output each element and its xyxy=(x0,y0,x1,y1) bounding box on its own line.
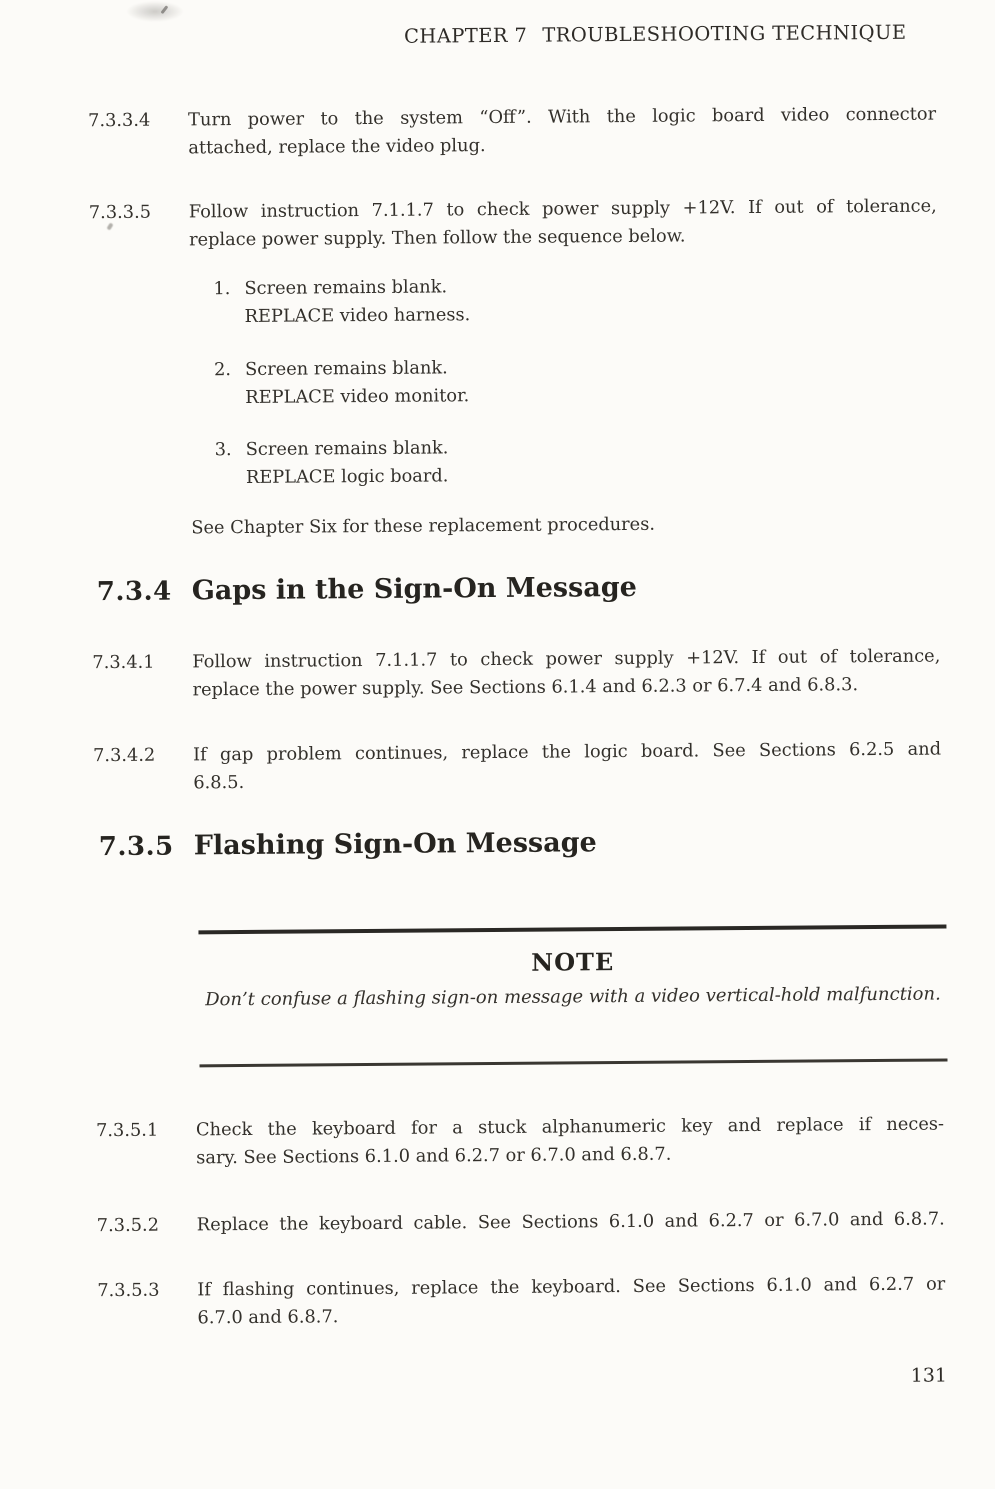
section-number: 7.3.4.1 xyxy=(92,651,155,674)
list-item-text: Screen remains blank. REPLACE logic board. xyxy=(245,437,449,488)
note-rule-top xyxy=(198,924,946,933)
list-item-3 xyxy=(215,434,449,492)
heading-title: Flashing Sign-On Message xyxy=(193,827,597,862)
list-item-text: Screen remains blank. REPLACE video monitor. xyxy=(244,357,470,408)
note-title: NOTE xyxy=(531,947,615,977)
section-text: Follow instruction 7.1.1.7 to check power supply +12V. If out of tolerance, replace power supply. Then follow the sequence below. xyxy=(188,195,937,251)
list-item-1 xyxy=(213,273,470,331)
heading-title: Gaps in the Sign-On Message xyxy=(191,571,637,607)
list-item-text: Screen remains blank. REPLACE video harness. xyxy=(244,276,471,327)
section-number: 7.3.3.5 xyxy=(88,201,152,224)
section-text: Check the keyboard for a stuck alphanumeric key and replace if neces- sary. See Sections 6.1.0 and 6.2.7 or 6.7.0 and 6.8.7. xyxy=(195,1113,945,1169)
section-text: Follow instruction 7.1.1.7 to check power supply +12V. If out of tolerance, replace the power supply. See Sections 6.1.4 and 6.2.3 or 6.7.4 and 6.8.3. xyxy=(192,645,941,701)
section-number: 7.3.5.1 xyxy=(95,1119,159,1142)
note-rule-bottom xyxy=(200,1058,948,1066)
chapter-title: TROUBLESHOOTING TECHNIQUE xyxy=(542,20,907,47)
section-number: 7.3.5.2 xyxy=(96,1214,160,1237)
heading-7-3-4 xyxy=(97,571,637,609)
section-7-3-3-4 xyxy=(88,101,936,164)
section-7-3-5-2 xyxy=(97,1206,945,1241)
heading-number: 7.3.4 xyxy=(96,576,172,608)
heading-7-3-5 xyxy=(99,826,597,864)
section-7-3-5-3 xyxy=(97,1271,945,1334)
section-number: 7.3.4.2 xyxy=(92,744,156,767)
section-number: 7.3.5.3 xyxy=(97,1279,160,1302)
section-7-3-4-2 xyxy=(93,736,941,799)
list-item-number: 1. xyxy=(213,278,231,300)
section-7-3-3-5 xyxy=(89,193,937,256)
section-7-3-4-1 xyxy=(92,643,940,706)
chapter-label: CHAPTER 7 xyxy=(403,23,528,48)
list-item-number: 3. xyxy=(214,439,232,461)
section-number: 7.3.3.4 xyxy=(88,109,151,132)
heading-number: 7.3.5 xyxy=(98,831,174,863)
list-item-2 xyxy=(214,354,469,412)
list-item-number: 2. xyxy=(213,359,232,381)
running-head xyxy=(404,21,907,48)
page-number: 131 xyxy=(910,1364,948,1387)
section-text: Replace the keyboard cable. See Sections 6.1.0 and 6.2.7 or 6.7.0 and 6.8.7. xyxy=(196,1208,945,1236)
section-text: Turn power to the system “Off”. With the logic board video connector attached, replace the video plug. xyxy=(188,103,937,159)
section-text: If flashing continues, replace the keyboard. See Sections 6.1.0 and 6.2.7 or 6.7.0 and 6.8.7. xyxy=(197,1273,946,1329)
section-7-3-5-1 xyxy=(96,1111,944,1174)
note-text: Don’t confuse a flashing sign-on message with a video vertical-hold malfunction. xyxy=(205,983,941,1011)
closing-note: See Chapter Six for these replacement procedures. xyxy=(191,513,656,539)
section-text: If gap problem continues, replace the logic board. See Sections 6.2.5 and 6.8.5. xyxy=(192,738,942,794)
